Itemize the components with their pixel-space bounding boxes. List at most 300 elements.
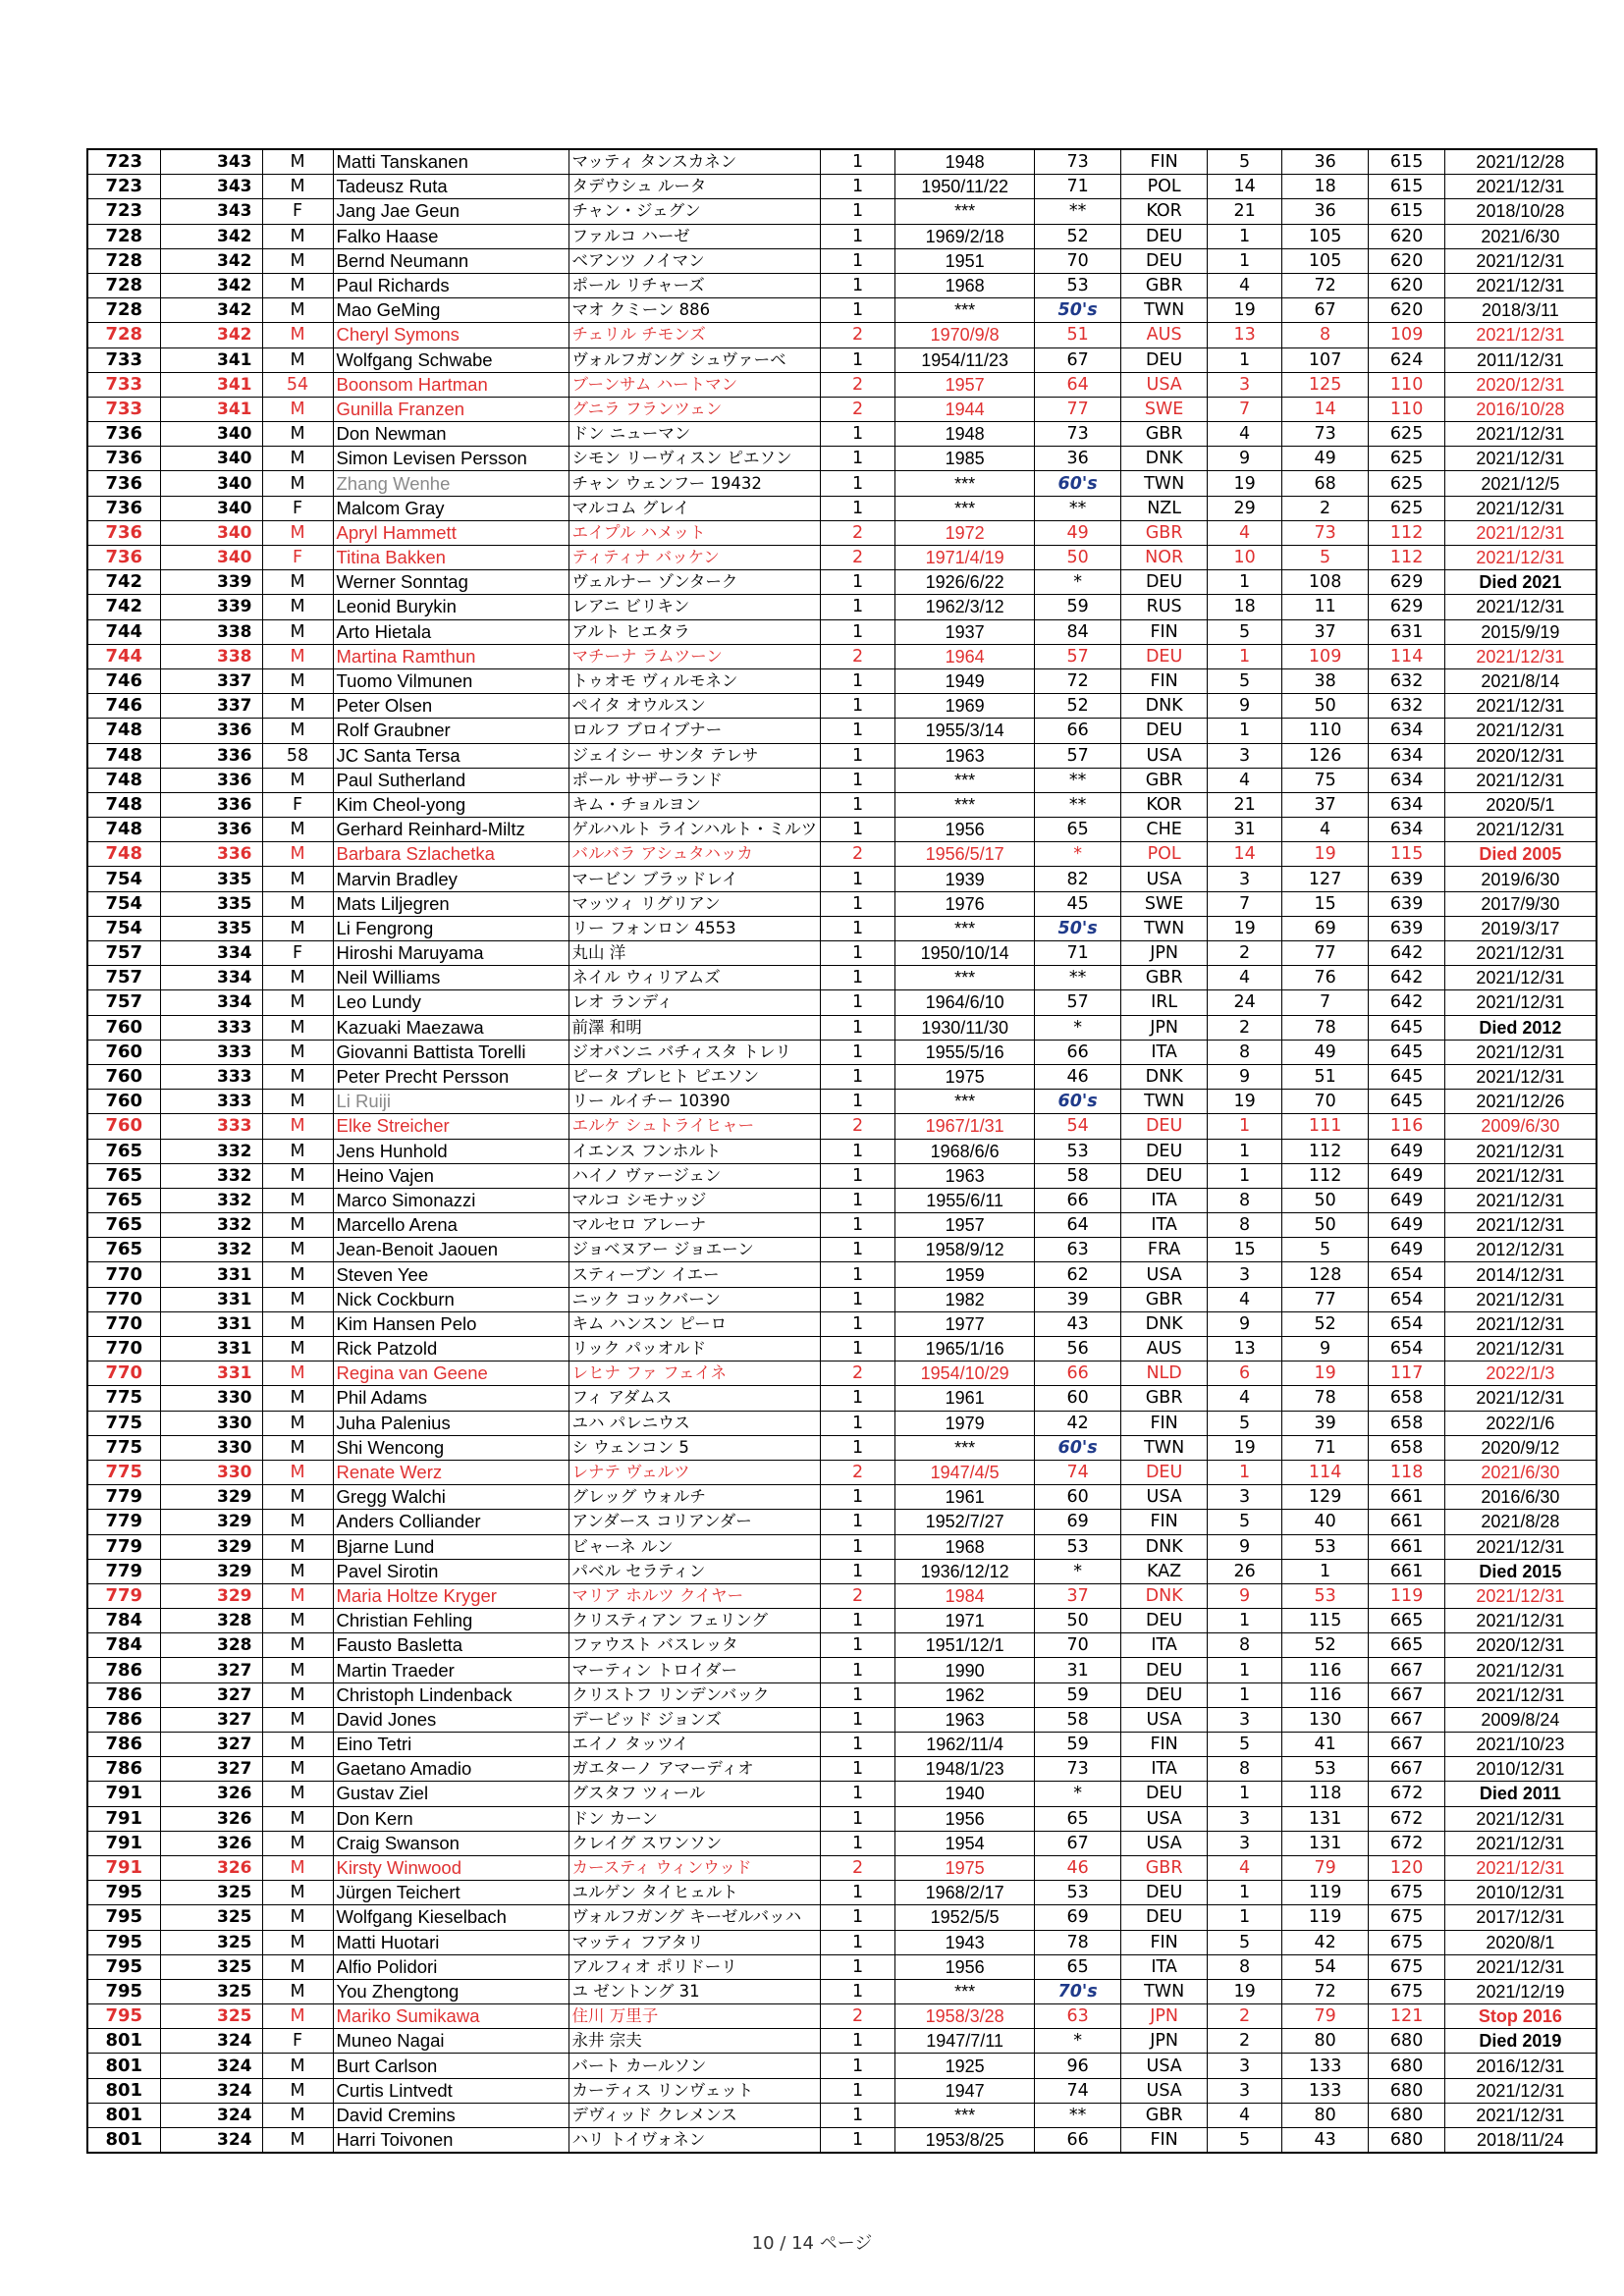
cell-athlete-name-kana: ティティナ バッケン — [568, 546, 821, 570]
cell-country: USA — [1121, 1806, 1208, 1831]
cell-country: DEU — [1121, 224, 1208, 248]
cell-country: GBR — [1121, 768, 1208, 792]
cell-sex-code: M — [262, 1460, 333, 1484]
cell-category: 1 — [821, 149, 895, 175]
cell-last-updated: 2021/12/31 — [1445, 546, 1597, 570]
cell-country-rank-group: 4 — [1208, 966, 1282, 990]
cell-score: 330 — [160, 1411, 262, 1435]
cell-rank: 779 — [87, 1559, 160, 1583]
cell-athlete-name-kana: ハイノ ヴァージェン — [568, 1163, 821, 1188]
cell-athlete-name-kana: ファルコ ハーゼ — [568, 224, 821, 248]
cell-country-rank-group: 1 — [1208, 570, 1282, 595]
cell-age: 45 — [1035, 891, 1121, 916]
table-row — [87, 1930, 1597, 1954]
cell-country: DEU — [1121, 1682, 1208, 1707]
cell-age: 67 — [1035, 1831, 1121, 1855]
cell-category: 1 — [821, 570, 895, 595]
cell-sex-code: M — [262, 1806, 333, 1831]
cell-sex-code: M — [262, 2054, 333, 2078]
cell-sex-code: M — [262, 619, 333, 644]
cell-last-updated: 2020/9/12 — [1445, 1435, 1597, 1460]
cell-country-rank: 119 — [1282, 1881, 1369, 1905]
cell-age: 66 — [1035, 1040, 1121, 1064]
cell-country-rank-group: 8 — [1208, 1757, 1282, 1782]
table-row — [87, 1163, 1597, 1188]
cell-age: 73 — [1035, 1757, 1121, 1782]
cell-country: DNK — [1121, 1583, 1208, 1608]
cell-country-rank-group: 29 — [1208, 496, 1282, 520]
cell-country: SWE — [1121, 397, 1208, 421]
cell-last-updated: 2021/12/31 — [1445, 1163, 1597, 1188]
cell-score: 342 — [160, 298, 262, 323]
cell-category: 1 — [821, 867, 895, 891]
cell-athlete-name-kana: レオ ランディ — [568, 990, 821, 1015]
cell-athlete-name: Heino Vajen — [333, 1163, 568, 1188]
cell-category: 1 — [821, 916, 895, 940]
cell-rank: 770 — [87, 1362, 160, 1386]
cell-country: AUS — [1121, 323, 1208, 347]
cell-athlete-name: Steven Yee — [333, 1262, 568, 1287]
cell-last-updated: 2012/12/31 — [1445, 1238, 1597, 1262]
cell-country-rank-group: 1 — [1208, 1609, 1282, 1633]
cell-country-rank: 108 — [1282, 570, 1369, 595]
cell-age: ** — [1035, 199, 1121, 224]
cell-rank: 748 — [87, 792, 160, 817]
cell-category: 1 — [821, 1311, 895, 1336]
cell-cumulative-rank: 634 — [1369, 818, 1445, 842]
cell-last-updated: 2021/12/26 — [1445, 1090, 1597, 1114]
cell-country: GBR — [1121, 273, 1208, 297]
cell-birth-date: 1956 — [895, 1954, 1035, 1979]
cell-athlete-name: Muneo Nagai — [333, 2029, 568, 2054]
cell-birth-date: 1970/9/8 — [895, 323, 1035, 347]
cell-country-rank-group: 4 — [1208, 2103, 1282, 2127]
cell-birth-date: 1984 — [895, 1583, 1035, 1608]
cell-score: 338 — [160, 644, 262, 668]
cell-score: 341 — [160, 372, 262, 397]
cell-athlete-name: Mariko Sumikawa — [333, 2004, 568, 2029]
cell-birth-date: 1969/2/18 — [895, 224, 1035, 248]
cell-sex-code: M — [262, 1188, 333, 1212]
cell-cumulative-rank: 620 — [1369, 273, 1445, 297]
cell-country-rank: 129 — [1282, 1485, 1369, 1510]
cell-athlete-name-kana: ジオバンニ バチィスタ トレリ — [568, 1040, 821, 1064]
cell-country-rank: 37 — [1282, 619, 1369, 644]
cell-athlete-name-kana: キム ハンスン ピーロ — [568, 1311, 821, 1336]
cell-score: 340 — [160, 496, 262, 520]
cell-rank: 754 — [87, 916, 160, 940]
cell-athlete-name-kana: マルセロ アレーナ — [568, 1213, 821, 1238]
cell-athlete-name: Falko Haase — [333, 224, 568, 248]
cell-score: 333 — [160, 1090, 262, 1114]
cell-country-rank-group: 3 — [1208, 2078, 1282, 2103]
cell-birth-date: 1930/11/30 — [895, 1015, 1035, 1040]
cell-cumulative-rank: 649 — [1369, 1188, 1445, 1212]
cell-score: 342 — [160, 248, 262, 273]
cell-last-updated: 2021/12/31 — [1445, 496, 1597, 520]
table-row — [87, 1831, 1597, 1855]
cell-category: 1 — [821, 1090, 895, 1114]
cell-last-updated: Died 2021 — [1445, 570, 1597, 595]
cell-athlete-name-kana: 前澤 和明 — [568, 1015, 821, 1040]
cell-sex-code: M — [262, 1485, 333, 1510]
cell-sex-code: M — [262, 347, 333, 372]
cell-last-updated: 2021/12/31 — [1445, 1188, 1597, 1212]
cell-athlete-name: Kim Cheol-yong — [333, 792, 568, 817]
cell-last-updated: 2020/12/31 — [1445, 743, 1597, 768]
cell-athlete-name-kana: マチーナ ラムツーン — [568, 644, 821, 668]
cell-last-updated: 2016/10/28 — [1445, 397, 1597, 421]
table-row — [87, 422, 1597, 447]
cell-athlete-name: Li Ruiji — [333, 1090, 568, 1114]
cell-score: 333 — [160, 1064, 262, 1089]
cell-score: 337 — [160, 668, 262, 693]
cell-rank: 742 — [87, 570, 160, 595]
cell-sex-code: M — [262, 298, 333, 323]
cell-athlete-name: Alfio Polidori — [333, 1954, 568, 1979]
cell-cumulative-rank: 115 — [1369, 842, 1445, 867]
cell-country: ITA — [1121, 1040, 1208, 1064]
cell-birth-date: *** — [895, 768, 1035, 792]
table-row — [87, 1015, 1597, 1040]
cell-score: 331 — [160, 1287, 262, 1311]
cell-score: 329 — [160, 1583, 262, 1608]
cell-athlete-name-kana: ヴォルフガング キーゼルバッハ — [568, 1905, 821, 1930]
cell-category: 1 — [821, 743, 895, 768]
table-row — [87, 2029, 1597, 2054]
cell-country-rank-group: 3 — [1208, 2054, 1282, 2078]
cell-country-rank-group: 3 — [1208, 743, 1282, 768]
cell-last-updated: 2021/12/31 — [1445, 1609, 1597, 1633]
cell-athlete-name-kana: スティーブン イエー — [568, 1262, 821, 1287]
table-row — [87, 447, 1597, 471]
cell-category: 1 — [821, 1757, 895, 1782]
table-row — [87, 1435, 1597, 1460]
cell-athlete-name: Bjarne Lund — [333, 1534, 568, 1559]
cell-athlete-name: Pavel Sirotin — [333, 1559, 568, 1583]
cell-athlete-name: JC Santa Tersa — [333, 743, 568, 768]
cell-country: TWN — [1121, 1090, 1208, 1114]
cell-country: USA — [1121, 867, 1208, 891]
cell-athlete-name-kana: ユ ゼントング 31 — [568, 1979, 821, 2003]
table-row — [87, 1311, 1597, 1336]
cell-sex-code: M — [262, 248, 333, 273]
cell-sex-code: M — [262, 1213, 333, 1238]
cell-sex-code: 58 — [262, 743, 333, 768]
cell-score: 336 — [160, 719, 262, 743]
cell-last-updated: 2021/12/31 — [1445, 1040, 1597, 1064]
cell-cumulative-rank: 634 — [1369, 768, 1445, 792]
table-row — [87, 867, 1597, 891]
cell-athlete-name: Neil Williams — [333, 966, 568, 990]
table-row — [87, 1707, 1597, 1732]
cell-age: 64 — [1035, 1213, 1121, 1238]
cell-rank: 736 — [87, 520, 160, 545]
cell-sex-code: M — [262, 916, 333, 940]
table-row — [87, 1757, 1597, 1782]
cell-birth-date: 1962/11/4 — [895, 1733, 1035, 1757]
cell-score: 341 — [160, 347, 262, 372]
table-row — [87, 1040, 1597, 1064]
cell-rank: 736 — [87, 447, 160, 471]
cell-country: DNK — [1121, 1064, 1208, 1089]
cell-athlete-name-kana: チェリル チモンズ — [568, 323, 821, 347]
cell-last-updated: 2022/1/6 — [1445, 1411, 1597, 1435]
cell-age: 60's — [1035, 1090, 1121, 1114]
table-row — [87, 248, 1597, 273]
cell-athlete-name-kana: ジェイシー サンタ テレサ — [568, 743, 821, 768]
cell-country: GBR — [1121, 2103, 1208, 2127]
cell-last-updated: Died 2012 — [1445, 1015, 1597, 1040]
cell-sex-code: M — [262, 719, 333, 743]
cell-country-rank-group: 6 — [1208, 1362, 1282, 1386]
cell-category: 1 — [821, 347, 895, 372]
cell-country: IRL — [1121, 990, 1208, 1015]
cell-score: 340 — [160, 546, 262, 570]
cell-rank: 770 — [87, 1311, 160, 1336]
cell-cumulative-rank: 645 — [1369, 1064, 1445, 1089]
cell-athlete-name: Cheryl Symons — [333, 323, 568, 347]
cell-athlete-name: Harri Toivonen — [333, 2128, 568, 2154]
cell-country-rank: 36 — [1282, 199, 1369, 224]
cell-category: 1 — [821, 2029, 895, 2054]
cell-last-updated: 2021/12/31 — [1445, 1311, 1597, 1336]
cell-country: TWN — [1121, 298, 1208, 323]
cell-country-rank: 52 — [1282, 1311, 1369, 1336]
cell-country-rank: 76 — [1282, 966, 1369, 990]
cell-category: 1 — [821, 966, 895, 990]
cell-country-rank: 54 — [1282, 1954, 1369, 1979]
cell-athlete-name: Regina van Geene — [333, 1362, 568, 1386]
cell-cumulative-rank: 114 — [1369, 644, 1445, 668]
cell-age: 72 — [1035, 668, 1121, 693]
cell-athlete-name: Kirsty Winwood — [333, 1855, 568, 1880]
cell-cumulative-rank: 632 — [1369, 668, 1445, 693]
cell-age: 74 — [1035, 1460, 1121, 1484]
cell-category: 1 — [821, 496, 895, 520]
cell-cumulative-rank: 658 — [1369, 1411, 1445, 1435]
cell-age: * — [1035, 1559, 1121, 1583]
cell-cumulative-rank: 667 — [1369, 1682, 1445, 1707]
cell-country-rank-group: 9 — [1208, 447, 1282, 471]
cell-birth-date: 1951/12/1 — [895, 1633, 1035, 1658]
cell-country-rank: 50 — [1282, 694, 1369, 719]
cell-country-rank-group: 13 — [1208, 323, 1282, 347]
cell-last-updated: 2021/12/31 — [1445, 447, 1597, 471]
cell-category: 2 — [821, 842, 895, 867]
cell-sex-code: M — [262, 1238, 333, 1262]
cell-country-rank: 8 — [1282, 323, 1369, 347]
cell-athlete-name: Wolfgang Kieselbach — [333, 1905, 568, 1930]
cell-age: 65 — [1035, 1806, 1121, 1831]
cell-age: 74 — [1035, 2078, 1121, 2103]
cell-athlete-name: Christian Fehling — [333, 1609, 568, 1633]
cell-last-updated: Stop 2016 — [1445, 2004, 1597, 2029]
cell-last-updated: 2021/6/30 — [1445, 224, 1597, 248]
cell-country-rank-group: 1 — [1208, 1682, 1282, 1707]
cell-rank: 746 — [87, 694, 160, 719]
cell-athlete-name: Mats Liljegren — [333, 891, 568, 916]
cell-athlete-name-kana: アルフィオ ポリドーリ — [568, 1954, 821, 1979]
table-row — [87, 273, 1597, 297]
cell-country: DEU — [1121, 1905, 1208, 1930]
cell-birth-date: 1959 — [895, 1262, 1035, 1287]
table-row — [87, 1881, 1597, 1905]
cell-country-rank-group: 31 — [1208, 818, 1282, 842]
table-row — [87, 1262, 1597, 1287]
cell-country-rank-group: 9 — [1208, 1583, 1282, 1608]
cell-country: KOR — [1121, 199, 1208, 224]
cell-rank: 723 — [87, 199, 160, 224]
cell-birth-date: 1950/10/14 — [895, 941, 1035, 966]
cell-category: 1 — [821, 619, 895, 644]
cell-category: 1 — [821, 1485, 895, 1510]
cell-score: 329 — [160, 1485, 262, 1510]
table-row — [87, 990, 1597, 1015]
cell-last-updated: 2021/8/14 — [1445, 668, 1597, 693]
ranking-table — [86, 148, 1597, 2154]
cell-sex-code: M — [262, 1633, 333, 1658]
cell-birth-date: 1957 — [895, 372, 1035, 397]
cell-cumulative-rank: 615 — [1369, 149, 1445, 175]
cell-country: GBR — [1121, 520, 1208, 545]
cell-cumulative-rank: 672 — [1369, 1806, 1445, 1831]
cell-country-rank-group: 3 — [1208, 1707, 1282, 1732]
cell-rank: 770 — [87, 1262, 160, 1287]
cell-birth-date: 1967/1/31 — [895, 1114, 1035, 1139]
cell-cumulative-rank: 649 — [1369, 1139, 1445, 1163]
cell-country-rank: 110 — [1282, 719, 1369, 743]
cell-rank: 748 — [87, 743, 160, 768]
cell-athlete-name: Jürgen Teichert — [333, 1881, 568, 1905]
cell-athlete-name-kana: ニック コックバーン — [568, 1287, 821, 1311]
cell-country: ITA — [1121, 1633, 1208, 1658]
cell-age: 64 — [1035, 372, 1121, 397]
cell-last-updated: 2021/12/31 — [1445, 1534, 1597, 1559]
cell-last-updated: 2021/12/31 — [1445, 1855, 1597, 1880]
cell-cumulative-rank: 120 — [1369, 1855, 1445, 1880]
table-row — [87, 1287, 1597, 1311]
cell-country-rank-group: 7 — [1208, 891, 1282, 916]
cell-sex-code: M — [262, 175, 333, 199]
cell-last-updated: 2021/12/31 — [1445, 818, 1597, 842]
cell-rank: 760 — [87, 1064, 160, 1089]
cell-sex-code: M — [262, 1583, 333, 1608]
cell-country-rank-group: 8 — [1208, 1213, 1282, 1238]
cell-sex-code: M — [262, 1510, 333, 1534]
cell-category: 1 — [821, 818, 895, 842]
cell-sex-code: M — [262, 1262, 333, 1287]
cell-rank: 801 — [87, 2054, 160, 2078]
table-row — [87, 1114, 1597, 1139]
cell-rank: 801 — [87, 2103, 160, 2127]
cell-last-updated: 2021/10/23 — [1445, 1733, 1597, 1757]
table-row — [87, 2078, 1597, 2103]
cell-rank: 728 — [87, 323, 160, 347]
cell-athlete-name-kana: ピータ プレヒト ピエソン — [568, 1064, 821, 1089]
cell-category: 2 — [821, 520, 895, 545]
cell-country-rank-group: 1 — [1208, 347, 1282, 372]
cell-athlete-name-kana: エルケ シュトライヒャー — [568, 1114, 821, 1139]
cell-last-updated: 2015/9/19 — [1445, 619, 1597, 644]
cell-country: JPN — [1121, 941, 1208, 966]
cell-cumulative-rank: 620 — [1369, 298, 1445, 323]
cell-country: JPN — [1121, 2029, 1208, 2054]
cell-birth-date: 1962/3/12 — [895, 595, 1035, 619]
cell-category: 1 — [821, 1559, 895, 1583]
cell-country-rank-group: 1 — [1208, 224, 1282, 248]
cell-athlete-name-kana: イエンス フンホルト — [568, 1139, 821, 1163]
cell-score: 330 — [160, 1386, 262, 1411]
cell-country-rank: 5 — [1282, 546, 1369, 570]
cell-rank: 744 — [87, 619, 160, 644]
cell-country: USA — [1121, 1707, 1208, 1732]
cell-athlete-name-kana: マルコ シモナッジ — [568, 1188, 821, 1212]
cell-score: 335 — [160, 891, 262, 916]
cell-sex-code: M — [262, 768, 333, 792]
cell-athlete-name-kana: カーティス リンヴェット — [568, 2078, 821, 2103]
cell-rank: 757 — [87, 941, 160, 966]
cell-sex-code: M — [262, 1362, 333, 1386]
cell-country: DEU — [1121, 1782, 1208, 1806]
cell-rank: 765 — [87, 1188, 160, 1212]
cell-country-rank-group: 8 — [1208, 1040, 1282, 1064]
table-row — [87, 916, 1597, 940]
table-row — [87, 595, 1597, 619]
cell-athlete-name-kana: 永井 宗夫 — [568, 2029, 821, 2054]
cell-athlete-name-kana: アンダース コリアンダー — [568, 1510, 821, 1534]
cell-last-updated: 2021/12/31 — [1445, 1386, 1597, 1411]
cell-country: NOR — [1121, 546, 1208, 570]
cell-country-rank: 133 — [1282, 2078, 1369, 2103]
cell-birth-date: 1947/4/5 — [895, 1460, 1035, 1484]
cell-rank: 760 — [87, 1040, 160, 1064]
cell-age: 59 — [1035, 1733, 1121, 1757]
table-row — [87, 1954, 1597, 1979]
cell-country-rank: 43 — [1282, 2128, 1369, 2154]
table-row — [87, 1386, 1597, 1411]
cell-age: 52 — [1035, 694, 1121, 719]
cell-rank: 754 — [87, 867, 160, 891]
cell-score: 327 — [160, 1682, 262, 1707]
cell-category: 1 — [821, 694, 895, 719]
cell-country: FIN — [1121, 1733, 1208, 1757]
cell-score: 343 — [160, 199, 262, 224]
cell-sex-code: M — [262, 1337, 333, 1362]
cell-athlete-name: Hiroshi Maruyama — [333, 941, 568, 966]
table-row — [87, 1213, 1597, 1238]
cell-cumulative-rank: 667 — [1369, 1658, 1445, 1682]
cell-sex-code: F — [262, 2029, 333, 2054]
cell-birth-date: *** — [895, 2103, 1035, 2127]
cell-birth-date: 1990 — [895, 1658, 1035, 1682]
cell-athlete-name: Simon Levisen Persson — [333, 447, 568, 471]
table-row — [87, 199, 1597, 224]
cell-country-rank: 131 — [1282, 1806, 1369, 1831]
cell-birth-date: 1971 — [895, 1609, 1035, 1633]
cell-age: 77 — [1035, 397, 1121, 421]
table-row — [87, 323, 1597, 347]
cell-country: DEU — [1121, 719, 1208, 743]
cell-birth-date: 1975 — [895, 1064, 1035, 1089]
cell-country-rank-group: 19 — [1208, 298, 1282, 323]
cell-cumulative-rank: 667 — [1369, 1757, 1445, 1782]
cell-category: 1 — [821, 298, 895, 323]
cell-cumulative-rank: 112 — [1369, 520, 1445, 545]
cell-country-rank: 15 — [1282, 891, 1369, 916]
cell-birth-date: 1955/3/14 — [895, 719, 1035, 743]
cell-sex-code: M — [262, 520, 333, 545]
